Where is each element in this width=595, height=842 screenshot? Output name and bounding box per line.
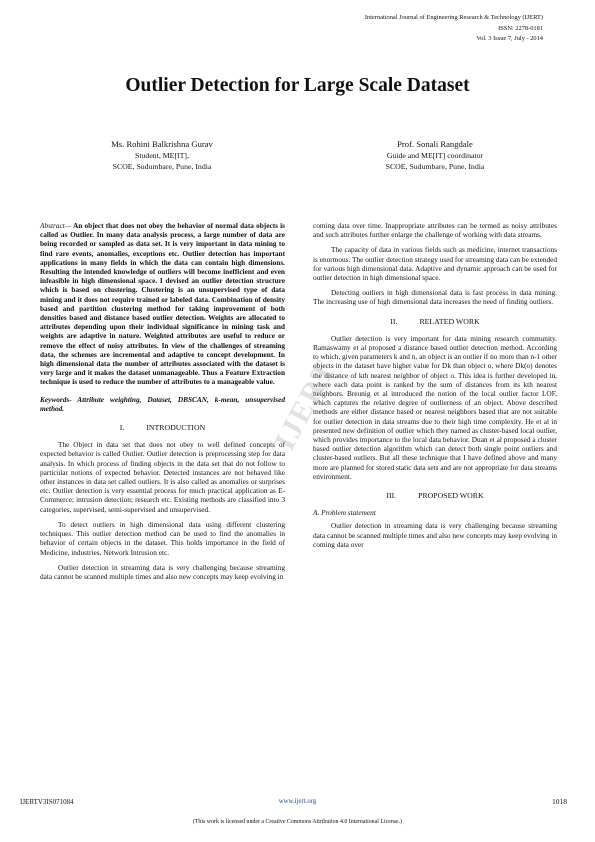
left-column <box>40 221 285 587</box>
paper-id: IJERTV3IS071084 <box>20 798 74 806</box>
related-work-paragraph: Outlier detection is very important for data mining research community. Ramaswamy et al proposed a distance based outlier detection method. According to which, given parameters k and n, an object is an outlier if no more than n-1 other objects in the dataset have higher value for Dk than object o, where Dk(o) denotes the distance of kth nearest neighbor of object o. This idea is further developed in, where each data point is ranked by the sum of distances from its kth nearest neighbors. Breunig et al introduced the notion of the local outlier factor LOF, which captures the relative degree of outlierness of an object. Above described methods are either distance based or nearest neighbors based that are not suitable for outlier detection in data streams due to their high time complexity. He et al in presented new definition of outlier which they named as cluster-based local outlier, which provides importance to the local data behavior. Duan et al proposed a cluster based outlier detection algorithm which can detect both single point outliers and cluster-based outliers. But all these technique that I have defined above and many more are planned for stored static data sets and are not appropriate for data streams environment. <box>313 333 557 481</box>
section-heading-related-work: II. RELATED WORK <box>390 316 480 326</box>
section-heading-introduction: I. INTRODUCTION <box>119 423 206 433</box>
author-affiliation: SCOE, Sudumbare, Pune, India <box>385 162 485 171</box>
volume-issue: Vol. 3 Issue 7, July - 2014 <box>476 35 543 43</box>
journal-name: International Journal of Engineering Research & Technology (IJERT) <box>364 14 543 21</box>
body-paragraph: coming data over time. Inappropriate attributes can be termed as noisy attributes and such attributes further enlarge the challenge of working with data streams. <box>313 221 557 240</box>
abstract-label: Abstract— <box>40 221 72 230</box>
author-role: Student, ME[IT], <box>135 151 189 160</box>
website-link[interactable]: www.ijert.org <box>278 798 317 805</box>
issn: ISSN: 2278-0181 <box>498 24 543 32</box>
author-block-2 <box>335 139 535 172</box>
author-block-1 <box>62 139 262 172</box>
section-heading-proposed-work: III. PROPOSED WORK <box>386 491 484 501</box>
paper-title: Outlier Detection for Large Scale Dataset <box>125 75 470 96</box>
ijert-watermark: IJERT <box>268 354 343 456</box>
abstract <box>40 221 285 387</box>
keywords: Keywords- Attribute weighting, Dataset, DBSCAN, k-mean, unsupervised method. <box>40 394 285 413</box>
proposed-paragraph: Outlier detection in streaming data is very challenging because streaming data cannot be scanned multiple times and also new concepts may keep evolving in coming data over <box>313 521 557 549</box>
right-column <box>313 221 557 555</box>
body-paragraph: Detecting outliers in high dimensional data is fast process in data mining. The increasing use of high dimensional data increases the need of finding outliers. <box>313 288 557 307</box>
author-affiliation: SCOE, Sudumbare, Pune, India <box>112 162 212 171</box>
intro-paragraph: Outlier detection in streaming data is very challenging because streaming data cannot be scanned multiple times and also new concepts may keep evolving in <box>40 562 285 581</box>
intro-paragraph: To detect outliers in high dimensional data using different clustering techniques. This outlier detection method can be used to find the anomalies in behavior of certain objects in the dataset. This holds importance in the field of Medicine, industries, Network Intrusion etc. <box>40 519 285 557</box>
author-role: Guide and ME[IT] coordinator <box>386 151 484 160</box>
intro-paragraph: The Object in data set that does not obey to well defined concepts of expected behavior is called Outlier. Outlier detection is preprocessing step for data analysis. In which process of finding objects in the data set that do not follow to particular notions of expected behavior. Detected instances are not behaved like other instances in data set called outliers. It is also called as anomalies or surprises etc. Outlier detection is very essential process for much practical application as E-Commerce; intrusion detection; research etc. Existing methods are classified into 3 categories, supervised, semi-supervised and unsupervised. <box>40 440 285 514</box>
journal-header <box>365 13 543 45</box>
license-note: (This work is licensed under a Creative Commons Attribution 4.0 International License.) <box>192 819 403 825</box>
subsection-heading: A. Problem statement <box>313 508 376 518</box>
body-paragraph: The capacity of data in various fields such as medicine, internet transactions is enormous. The outlier detection strategy used for streaming data can be extended for various high dimensional data. Adaptive and dynamic approach can be used for outlier detection in high dimensional space. <box>313 245 557 283</box>
author-name: Ms. Rohini Balkrishna Gurav <box>111 139 213 149</box>
page-number: 1018 <box>552 797 567 806</box>
abstract-text: An object that does not obey the behavior of normal data objects is called as Outlier. In many data analysis process, a large number of data are being recorded or sampled as data set. It is very important in data mining to find rare events, anomalies, exceptions etc. Outlier detection has important applications in many fields in which the data can contain high dimensions. Resulting the intended knowledge of outliers will become inefficient and even infeasible in high dimensional space. I devised an outlier detection structure which is based on clustering. Clustering is an unsupervised type of data mining and it does not require trained or labeled data. Combination of density based and partition clustering method for taking improvement of both densities based and distance based outlier detection. Weights are allocated to attributes depending upon their individual significance in mining task and weights are adaptive in nature. Weighted attributes are useful to reduce or remove the effect of noisy attributes. In view of the challenges of streaming data, the schemes are incremental and adaptive to concept development. In high dimensional data the number of attributes associated with the dataset is very large and it makes the dataset unmanageable. Thus a Feature Extraction technique is used to reduce the number of attributes to a manageable value. <box>40 221 286 387</box>
author-name: Prof. Sonali Rangdale <box>397 139 473 149</box>
